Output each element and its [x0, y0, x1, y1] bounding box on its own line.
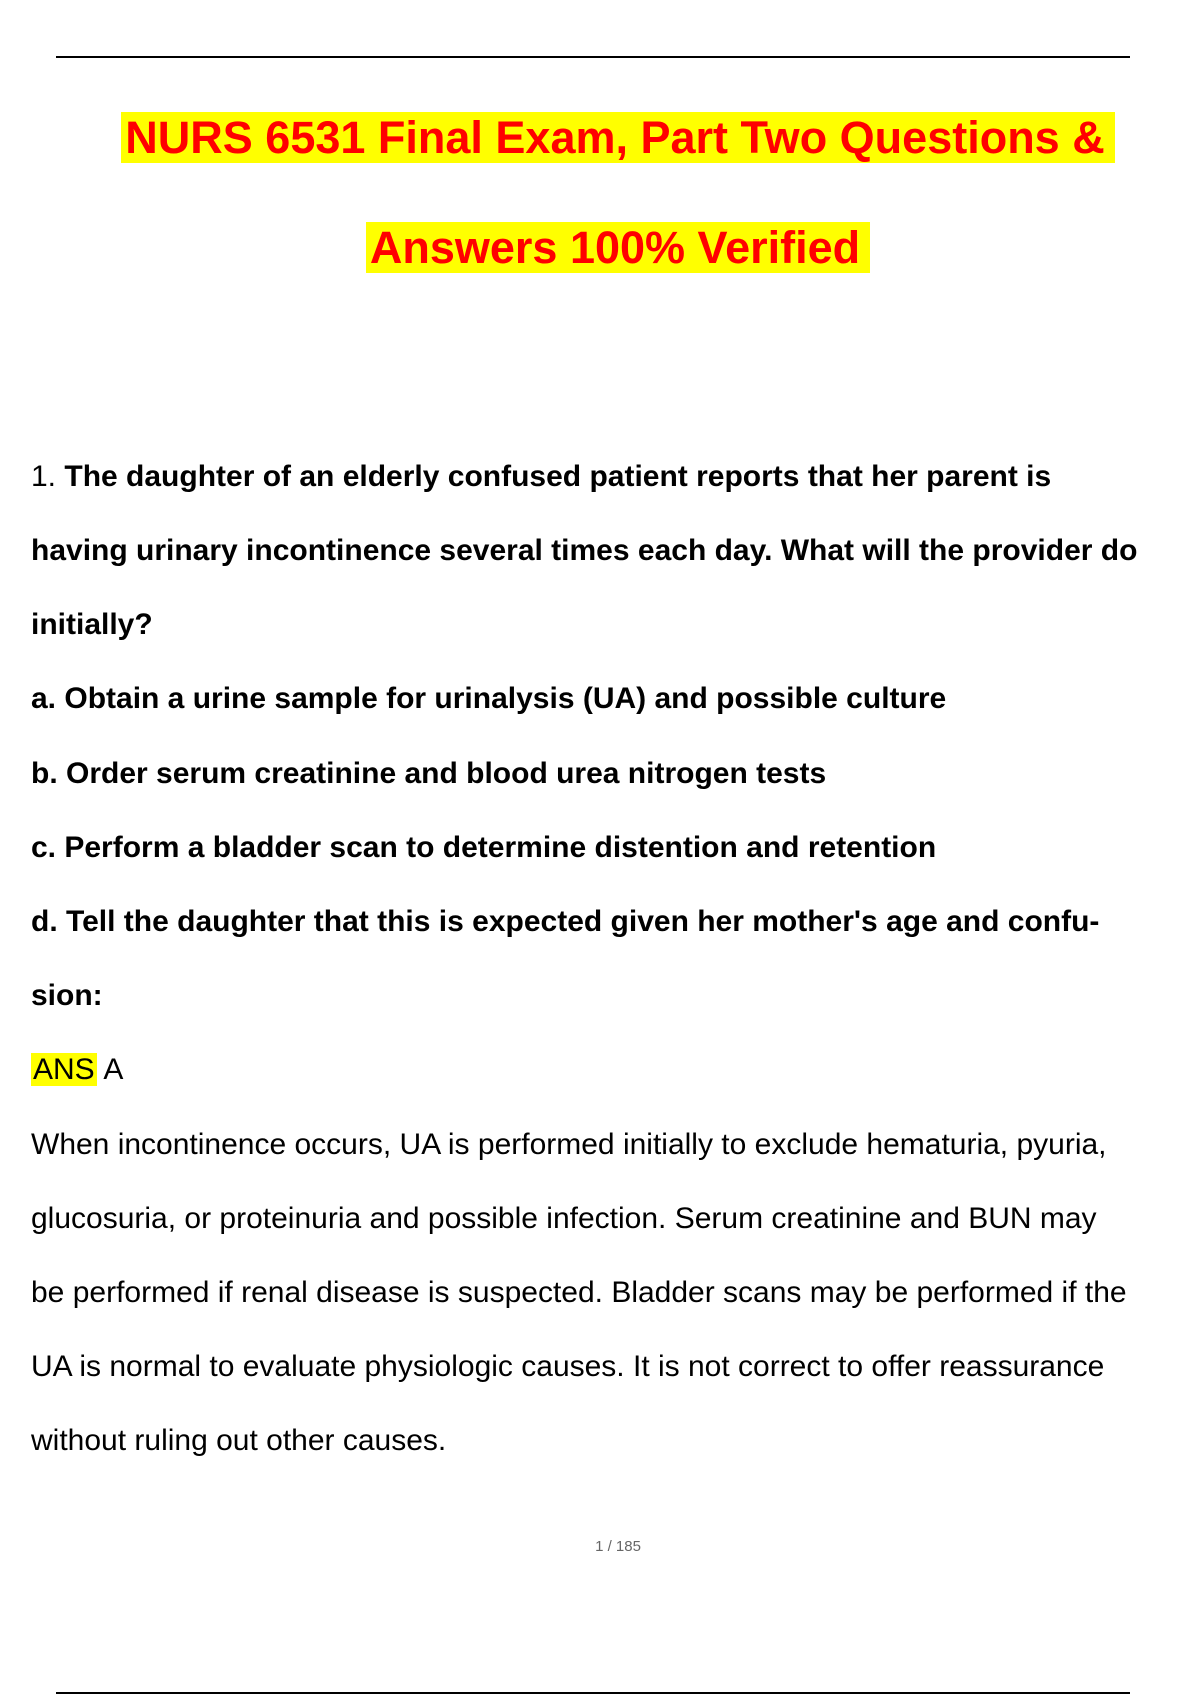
- question-number: 1.: [31, 460, 57, 493]
- question-stem-text-1: The daughter of an elderly confused patient reports that her parent is: [64, 460, 1052, 493]
- option-d-line-1: d. Tell the daughter that this is expected given her mother's age and confu-: [31, 905, 1100, 938]
- answer-value: A: [103, 1053, 124, 1086]
- option-d-line-2: sion:: [31, 979, 103, 1012]
- document-title-line-1: [0, 108, 1200, 168]
- top-rule: [56, 56, 1130, 58]
- rationale-line-1: When incontinence occurs, UA is performed initially to exclude hematuria, pyuria,: [31, 1128, 1107, 1161]
- question-stem-line-3: initially?: [31, 608, 153, 641]
- title-highlight-1: NURS 6531 Final Exam, Part Two Questions &: [121, 112, 1114, 163]
- option-a: a. Obtain a urine sample for urinalysis (UA) and possible culture: [31, 682, 947, 715]
- question-stem-line-1: [31, 457, 1051, 497]
- page-indicator: 1 / 185: [595, 1538, 641, 1555]
- answer-line: [31, 1050, 123, 1090]
- bottom-rule: [56, 1692, 1130, 1694]
- document-title-line-2: [0, 218, 1200, 278]
- title-highlight-2: Answers 100% Verified: [366, 222, 870, 273]
- answer-label: ANS: [33, 1053, 95, 1086]
- rationale-line-3: be performed if renal disease is suspected. Bladder scans may be performed if the: [31, 1276, 1127, 1309]
- rationale-line-2: glucosuria, or proteinuria and possible infection. Serum creatinine and BUN may: [31, 1202, 1097, 1235]
- rationale-line-4: UA is normal to evaluate physiologic causes. It is not correct to offer reassurance: [31, 1350, 1105, 1383]
- option-c: c. Perform a bladder scan to determine distention and retention: [31, 831, 937, 864]
- question-stem-line-2: having urinary incontinence several times each day. What will the provider do: [31, 534, 1138, 567]
- option-b: b. Order serum creatinine and blood urea nitrogen tests: [31, 757, 827, 790]
- rationale-line-5: without ruling out other causes.: [31, 1424, 447, 1457]
